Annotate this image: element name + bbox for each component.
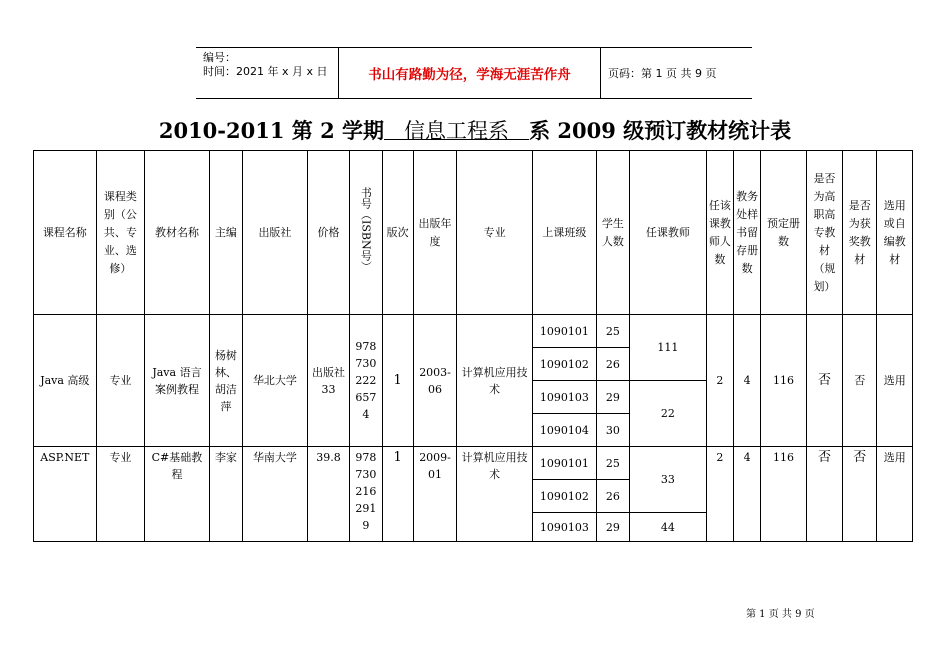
page-footer: 第 1 页 共 9 页	[746, 609, 815, 620]
cell-course: ASP.NET	[34, 447, 97, 542]
col-header-sample: 教务处样书留存册数	[734, 151, 761, 315]
cell-teacher: 44	[630, 513, 707, 542]
cell-major: 计算机应用技术	[457, 315, 533, 447]
textbook-order-table	[33, 150, 913, 542]
number-label: 编号：	[203, 51, 236, 64]
title-prefix: 2010-2011 第 2 学期	[158, 118, 384, 143]
col-header-price: 价格	[307, 151, 349, 315]
cell-ordered: 116	[761, 315, 806, 447]
header-page-code: 页码：第 1 页 共 9 页	[608, 67, 717, 80]
cell-sample: 4	[734, 447, 761, 542]
cell-class: 1090103	[533, 381, 597, 414]
title-suffix: 系 2009 级预订教材统计表	[529, 118, 792, 143]
cell-edition: 1	[382, 447, 413, 542]
cell-students: 26	[596, 348, 629, 381]
cell-class: 1090102	[533, 480, 597, 513]
col-header-isbn	[350, 151, 382, 315]
cell-year: 2003-06	[413, 315, 456, 447]
cell-isbn: 9787302162919	[350, 447, 382, 542]
col-header-course: 课程名称	[34, 151, 97, 315]
document-header	[196, 47, 752, 99]
col-header-vocational: 是否为高职高专教材（规划）	[806, 151, 842, 315]
cell-class: 1090102	[533, 348, 597, 381]
cell-students: 25	[596, 315, 629, 348]
cell-class: 1090103	[533, 513, 597, 542]
cell-price: 出版社 33	[307, 315, 349, 447]
col-header-editor: 主编	[209, 151, 242, 315]
col-header-year: 出版年度	[413, 151, 456, 315]
cell-isbn: 9787302226574	[350, 315, 382, 447]
cell-year: 2009-01	[413, 447, 456, 542]
cell-teacher-count: 2	[706, 447, 733, 542]
isbn-header-text: 书号（ISBN号）	[359, 187, 373, 272]
cell-editor: 杨树林、胡洁萍	[209, 315, 242, 447]
col-header-teacher-count: 任该课教师人数	[706, 151, 733, 315]
cell-sample: 4	[734, 315, 761, 447]
table-row	[34, 447, 913, 480]
header-slogan: 书山有路勤为径，学海无涯苦作舟	[339, 48, 601, 98]
cell-major: 计算机应用技术	[457, 447, 533, 542]
cell-price: 39.8	[307, 447, 349, 542]
table-row	[34, 315, 913, 348]
col-header-class: 上课班级	[533, 151, 597, 315]
col-header-publisher: 出版社	[243, 151, 308, 315]
cell-course: Java 高级	[34, 315, 97, 447]
cell-publisher: 华南大学	[243, 447, 308, 542]
cell-students: 26	[596, 480, 629, 513]
cell-editor: 李家	[209, 447, 242, 542]
cell-publisher: 华北大学	[243, 315, 308, 447]
col-header-selfmade: 选用或自编教材	[877, 151, 913, 315]
cell-textbook: Java 语言案例教程	[145, 315, 210, 447]
col-header-teacher: 任课教师	[630, 151, 707, 315]
time-label: 时间：2021 年 x 月 x 日	[203, 65, 328, 78]
cell-students: 29	[596, 381, 629, 414]
col-header-category: 课程类别（公共、专业、选修）	[96, 151, 144, 315]
cell-edition: 1	[382, 315, 413, 447]
cell-students: 29	[596, 513, 629, 542]
table-header-row	[34, 151, 913, 315]
header-meta	[196, 48, 339, 98]
cell-vocational: 否	[806, 447, 842, 542]
cell-category: 专业	[96, 315, 144, 447]
cell-vocational: 否	[806, 315, 842, 447]
cell-class: 1090101	[533, 315, 597, 348]
page-title	[0, 117, 950, 145]
cell-ordered: 116	[761, 447, 806, 542]
cell-selfmade: 选用	[877, 315, 913, 447]
col-header-ordered: 预定册数	[761, 151, 806, 315]
col-header-edition: 版次	[382, 151, 413, 315]
title-department: 信息工程系	[384, 119, 530, 143]
cell-category: 专业	[96, 447, 144, 542]
cell-award: 否	[843, 447, 877, 542]
cell-class: 1090104	[533, 414, 597, 447]
cell-textbook: C#基础教程	[145, 447, 210, 542]
cell-teacher-count: 2	[706, 315, 733, 447]
cell-class: 1090101	[533, 447, 597, 480]
col-header-textbook: 教材名称	[145, 151, 210, 315]
cell-teacher: 33	[630, 447, 707, 513]
col-header-major: 专业	[457, 151, 533, 315]
col-header-award: 是否为获奖教材	[843, 151, 877, 315]
col-header-students: 学生人数	[596, 151, 629, 315]
cell-students: 25	[596, 447, 629, 480]
cell-teacher: 22	[630, 381, 707, 447]
cell-award: 否	[843, 315, 877, 447]
cell-teacher: 111	[630, 315, 707, 381]
cell-selfmade: 选用	[877, 447, 913, 542]
cell-students: 30	[596, 414, 629, 447]
